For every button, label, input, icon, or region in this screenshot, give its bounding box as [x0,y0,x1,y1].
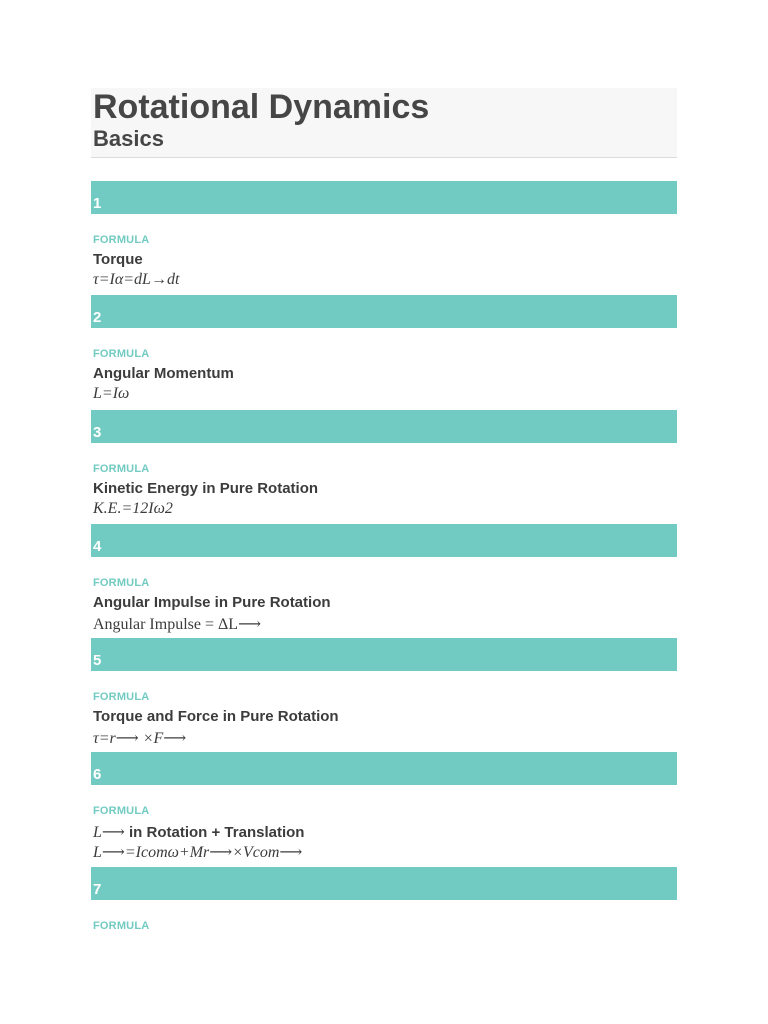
card-number: 7 [93,880,102,898]
formula-list [91,181,677,981]
formula-card-7 [91,867,677,981]
card-number: 5 [93,652,102,670]
formula-card-5 [91,638,677,752]
formula-card-1 [91,181,677,295]
formula-card-3 [91,410,677,524]
card-label: FORMULA [93,234,150,246]
card-formula: Angular Impulse = ΔL⟶ [93,615,261,633]
card-number: 1 [93,195,102,212]
card-formula: K.E.=12Iω2 [93,499,173,517]
formula-card-6 [91,752,677,866]
page-header [91,88,677,158]
card-number: 6 [93,766,102,784]
card-number-bar [91,638,677,671]
card-label: FORMULA [93,919,150,932]
card-number-bar [91,410,677,443]
card-label: FORMULA [93,462,150,475]
formula-card-4 [91,524,677,638]
card-heading: Torque [93,251,143,268]
formula-card-2 [91,295,677,409]
card-label: FORMULA [93,691,150,704]
card-number-bar [91,181,677,214]
page-title: Rotational Dynamics [93,88,430,126]
card-heading: Angular Impulse in Pure Rotation [93,593,331,611]
card-number: 4 [93,537,102,555]
card-formula: L⟶=Icomω+Mr⟶×Vcom⟶ [93,844,303,862]
card-label: FORMULA [93,348,150,361]
card-heading [93,822,304,842]
page-subtitle: Basics [93,126,164,151]
card-formula: L=Iω [93,385,130,403]
card-heading-text: in Rotation + Translation [124,824,305,842]
card-heading: Torque and Force in Pure Rotation [93,708,339,726]
page [91,88,677,932]
card-label: FORMULA [93,576,150,589]
card-number-bar [91,752,677,785]
card-label: FORMULA [93,805,150,818]
card-number-bar [91,524,677,557]
card-heading: Kinetic Energy in Pure Rotation [93,479,319,497]
card-number: 2 [93,309,102,327]
card-formula: τ=r⟶ ×F⟶ [93,730,187,748]
card-heading: Angular Momentum [93,365,234,383]
card-formula: τ=Iα=dL→dt [93,271,180,288]
card-heading-math: L⟶ [93,824,125,842]
card-number-bar [91,867,677,900]
card-number-bar [91,295,677,328]
card-number: 3 [93,423,102,441]
